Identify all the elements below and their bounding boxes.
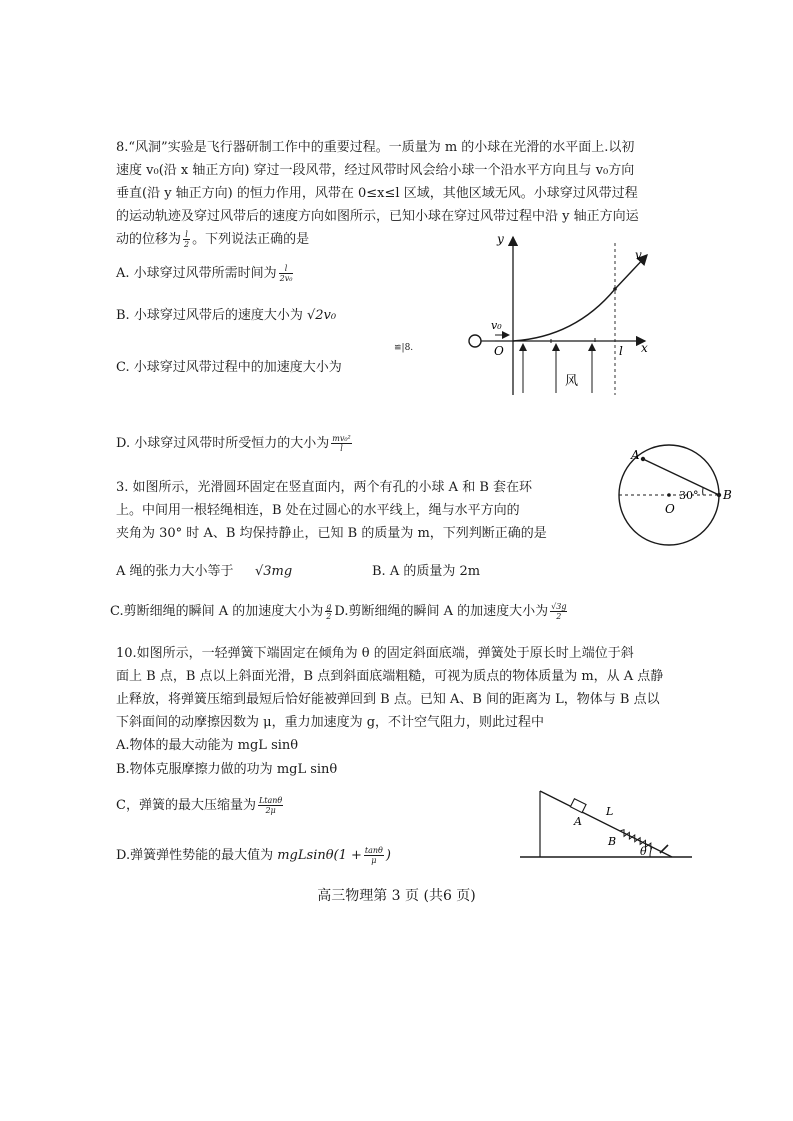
q10-line-1: 10.如图所示，一轻弹簧下端固定在倾角为 θ 的固定斜面底端，弹簧处于原长时上端位于斜 [116, 646, 634, 661]
angle-arc [650, 847, 652, 857]
q8-option-a-fraction: $\frac{l}{\text{2v₀}}$ [279, 264, 293, 283]
q10-option-a: A.物体的最大动能为 mgL sinθ [116, 738, 299, 753]
q8-option-d: D. 小球穿过风带时所受恒力的大小为 $\frac{\text{mv₀²}}{l}$ [116, 434, 351, 453]
ball [469, 335, 481, 347]
label-v0: v₀ [491, 319, 502, 332]
q10-line-2: 面上 B 点，B 点以上斜面光滑，B 点到斜面底端粗糙，可视为质点的物体质量为 m，从 A 点静 [116, 669, 664, 684]
spring-base [660, 845, 668, 853]
q10-option-d-fraction: $\frac{\tan\theta}{\mu}$ [364, 846, 383, 865]
q8-option-c: C. 小球穿过风带过程中的加速度大小为 [116, 360, 342, 375]
block [570, 799, 586, 813]
q8-line-5-a: 动的位移为 [116, 232, 182, 247]
q9-option-b: B. A 的质量为 2m [372, 564, 481, 579]
q8-line-2: 速度 v₀(沿 x 轴正方向) 穿过一段风带，经过风带时风会给小球一个沿水平方向且与 v₀方向 [116, 163, 635, 178]
trajectory [513, 289, 615, 341]
q8-line-1: 8.“风洞”实验是飞行器研制工作中的重要过程。一质量为 m 的小球在光滑的水平面上.以初 [116, 140, 635, 155]
velocity-arrow [615, 255, 647, 289]
q8-option-b-math: √2v₀ [306, 308, 337, 323]
label-y: y [497, 232, 504, 246]
label-b: B [608, 835, 617, 848]
q9-option-d-fraction: $\frac{√3g}{2}$ [551, 602, 567, 621]
q10-option-c-fraction: $\frac{Ltan\theta}{2\mu}$ [258, 796, 283, 815]
label-L: L [606, 805, 614, 818]
q8-disp-fraction: $\frac{l}{2}$ [184, 230, 190, 249]
q9-line-2: 上。中间用一根轻绳相连，B 处在过圆心的水平线上，绳与水平方向的 [116, 503, 520, 518]
q8-line-4: 的运动轨迹及穿过风带后的速度方向如图所示，已知小球在穿过风带过程中沿 y 轴正方向运 [116, 209, 639, 224]
q10-option-d: D.弹簧弹性势能的最大值为 mgLsinθ(1 + $\frac{\tan\theta}{\mu}$ ) [116, 846, 391, 865]
ball-a [641, 457, 645, 461]
q8-wind-figure [455, 225, 665, 400]
q10-line-4: 下斜面间的动摩擦因数为 μ，重力加速度为 g，不计空气阻力，则此过程中 [116, 715, 545, 730]
label-theta: θ [640, 845, 647, 858]
q8-line-5 [116, 230, 309, 250]
label-a: A [574, 815, 582, 828]
label-wind: 风 [565, 374, 579, 389]
q9-line-3: 夹角为 30° 时 A、B 均保持静止，已知 B 的质量为 m，下列判断正确的是 [116, 526, 547, 541]
page-footer: 高三物理第 3 页 (共6 页) [317, 888, 476, 904]
q8-option-b: B. 小球穿过风带后的速度大小为 √2v₀ [116, 308, 337, 323]
q8-option-d-fraction: $\frac{\text{mv₀²}}{l}$ [332, 434, 351, 453]
label-v: v [635, 248, 642, 262]
label-o: O [665, 502, 675, 516]
ball-b [717, 493, 721, 497]
q8-option-c-mark: ≌|8. [394, 343, 414, 353]
q8-line-5-b: 。下列说法正确的是 [192, 232, 310, 247]
label-angle: 30° [679, 489, 699, 502]
label-a: A [631, 448, 640, 462]
label-x: x [641, 341, 648, 355]
q9-option-c-d: C.剪断细绳的瞬间 A 的加速度大小为 $\frac{g}{2}$ D.剪断细绳的瞬间 A 的加速度大小为 $\frac{√3g}{2}$ [110, 602, 567, 621]
label-origin: O [494, 344, 504, 358]
center-o [667, 493, 671, 497]
q9-option-a: A 绳的张力大小等于 [116, 564, 234, 579]
q10-option-c: C，弹簧的最大压缩量为 $\frac{Ltan\theta}{2\mu}$ [116, 796, 283, 815]
q8-line-3: 垂直(沿 y 轴正方向) 的恒力作用，风带在 0≤x≤l 区域，其他区域无风。小球穿过风带过程 [116, 186, 638, 201]
exit-point [613, 287, 617, 291]
q9-ring-figure [615, 445, 745, 550]
label-l: l [619, 344, 623, 358]
q9-line-1: 3. 如图所示，光滑圆环固定在竖直面内，两个有孔的小球 A 和 B 套在环 [116, 480, 533, 495]
q9-option-c-fraction: $\frac{g}{2}$ [326, 602, 332, 621]
q10-line-3: 止释放，将弹簧压缩到最短后恰好能被弹回到 B 点。已知 A、B 间的距离为 L，物体与 B 点以 [116, 692, 660, 707]
label-b: B [723, 488, 732, 502]
q10-option-b: B.物体克服摩擦力做的功为 mgL sinθ [116, 762, 338, 777]
q8-option-a: A. 小球穿过风带所需时间为 $\frac{l}{\text{2v₀}}$ [116, 264, 293, 283]
q10-incline-figure [520, 783, 695, 863]
q9-option-a-math: √3mg [255, 564, 293, 579]
